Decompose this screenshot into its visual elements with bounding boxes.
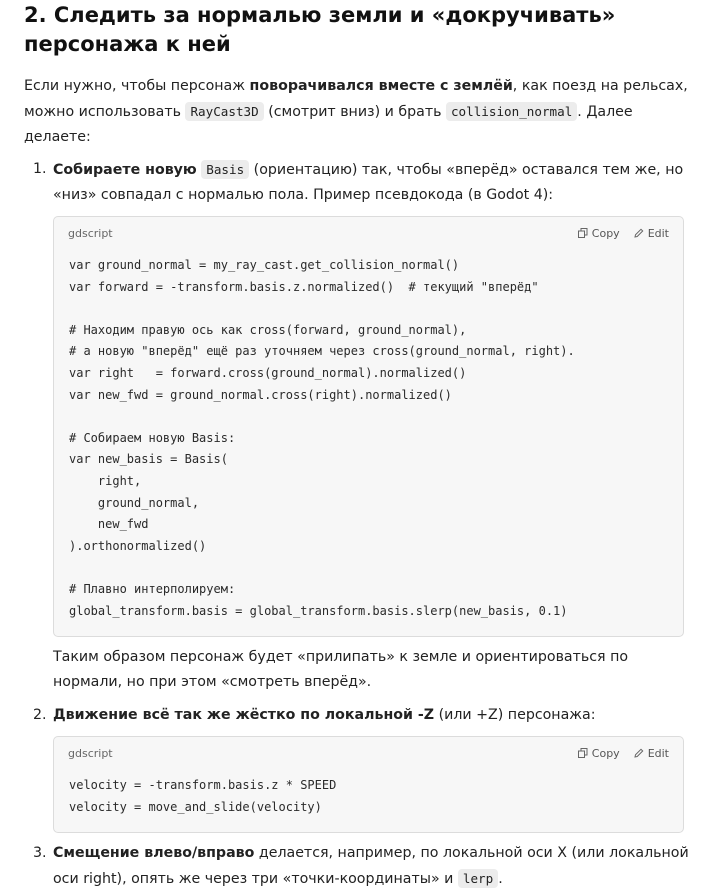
list-item: 2. Движение всё так же жёстко по локальной -Z (или +Z) персонажа: gdscript Copy Edit velocity = -transform.basis.z * SPEED velocity = move_and_slide(velocity) bbox=[24, 703, 689, 833]
code-content: var ground_normal = my_ray_cast.get_collision_normal() var forward = -transform.basis.z.normalized() # текущий "вперёд" # Находим правую ось как cross(forward, ground_normal), # а новую "вперёд" ещё раз уточняем через cross(ground_normal, right). var right = forward.cross(ground_normal).normalized() var new_fwd = ground_normal.cross(right).normalized() # Собираем новую Basis: var new_basis = Basis( right, ground_normal, new_fwd ).orthonormalized() # Плавно интерполируем: global_transform.basis = global_transform.basis.slerp(new_basis, 0.1) bbox=[69, 258, 575, 618]
intro-paragraph: Если нужно, чтобы персонаж поворачивался вместе с землёй, как поезд на рельсах, можно использовать RayCast3D (смотрит вниз) и брать collision_normal . Далее делаете: bbox=[24, 78, 688, 145]
code-block bbox=[53, 736, 684, 833]
inline-code: lerp bbox=[458, 869, 498, 888]
edit-button[interactable]: Edit bbox=[634, 741, 669, 766]
step-followup-text: Таким образом персонаж будет «прилипать» к земле и ориентироваться по нормали, но при этом «смотреть вперёд». bbox=[53, 649, 629, 691]
inline-code: RayCast3D bbox=[185, 102, 263, 121]
copy-icon bbox=[578, 748, 588, 758]
chat-message bbox=[24, 0, 689, 892]
inline-code: Basis bbox=[201, 160, 249, 179]
section-heading: 2. Следить за нормалью земли и «докручивать» персонажа к ней bbox=[24, 3, 616, 56]
code-language-label: gdscript bbox=[68, 226, 113, 240]
inline-code: collision_normal bbox=[446, 102, 577, 121]
copy-button[interactable]: Copy bbox=[578, 221, 620, 246]
copy-icon bbox=[578, 228, 588, 238]
edit-button[interactable]: Edit bbox=[634, 221, 669, 246]
pencil-icon bbox=[634, 228, 644, 238]
code-language-label: gdscript bbox=[68, 746, 113, 760]
list-item: 1. Собираете новую Basis (ориентацию) так, чтобы «вперёд» оставался тем же, но «низ» совпадал с нормалью пола. Пример псевдокода (в Godot 4): gdscript Copy Edit var ground_normal = my_ray_cast.get_collision_normal() var forward = -transform.basis.z.normalized() # текущий "вперёд" # Находим правую ось как cross(forward, ground_normal), # а новую "вперёд" ещё раз уточняем через cross(ground_normal, right). var right = forward.cross(ground_normal).normalized() var new_fwd = ground_normal.cross(right).normalized() # Собираем новую Basis: var new_basis = Basis( right, ground_normal, new_fwd ).orthonormalized() # Плавно интерполируем: global_transform.basis = global_transform.basis.slerp(new_basis, 0.1) Таким образом персонаж будет «прилипать» к земле и ориентироваться по нормали, но при этом «смотреть вперёд». bbox=[24, 157, 689, 695]
pencil-icon bbox=[634, 748, 644, 758]
steps-list bbox=[24, 157, 689, 892]
code-block bbox=[53, 216, 684, 637]
list-item: 3. Смещение влево/вправо делается, например, по локальной оси X (или локальной оси right), опять же через три «точки-координаты» и lerp . bbox=[33, 845, 689, 888]
copy-button[interactable]: Copy bbox=[578, 741, 620, 766]
code-content: velocity = -transform.basis.z * SPEED velocity = move_and_slide(velocity) bbox=[69, 778, 337, 814]
